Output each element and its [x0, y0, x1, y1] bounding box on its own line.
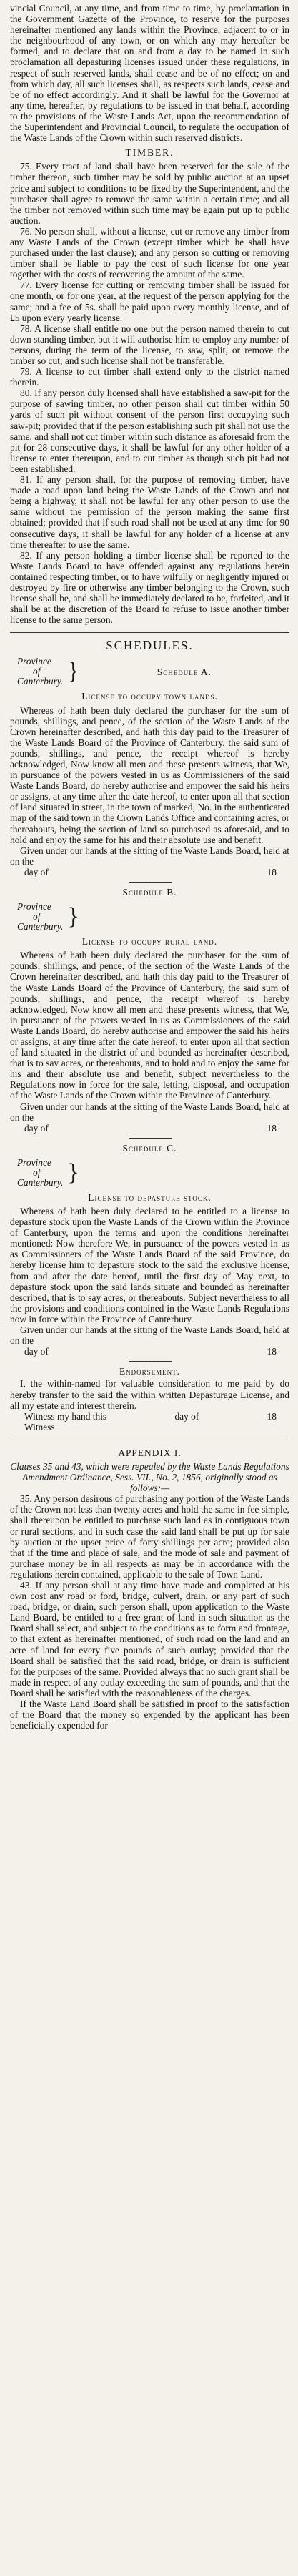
province-line: Canterbury.	[17, 676, 64, 687]
endorsement-title: Endorsement.	[119, 1366, 181, 1377]
date-label: day of	[24, 1122, 49, 1134]
timber-heading: TIMBER.	[125, 147, 174, 159]
schedule-given: Given under our hands at the sitting of the Waste Lands Board, held at on the	[10, 1101, 289, 1123]
witness-year: 18	[267, 1410, 277, 1422]
date-row	[10, 867, 289, 877]
appendix-clause-43: 43. If any person shall at any time have made and completed at his own cost any road or ford, bridge, culvert, drain, or any part of such road, bridge, or drain, such person shall, upon application to the Waste Land Board, be entitled to a free grant of land in such situation as the Board shall select, and subject to the conditions as to form and frontage, to that extent as hereinafter mentioned, of such road on the land and an acre of land for every five pounds of such outlay; provided that the Board shall be satisfied that the said road, bridge, or drain is sufficient for the purposes of the same. Provided always that no such grant shall be made in respect of any outlay exceeding the sum of pounds, and that the Board shall be satisfied with the reasonableness of the charges.	[10, 1580, 289, 1699]
schedule-subtitle: License to occupy town lands.	[81, 691, 218, 702]
province-line: of	[33, 666, 41, 677]
province-line: Province	[17, 656, 51, 667]
divider	[129, 882, 172, 883]
province-line: of	[33, 1166, 41, 1178]
brace-icon: }	[67, 658, 79, 685]
brace-icon: }	[67, 1159, 79, 1186]
appendix-title: APPENDIX I.	[118, 1447, 182, 1458]
date-row	[10, 1123, 289, 1134]
clause-80: 80. If any person duly licensed shall have established a saw-pit for the purpose of sawing timber, no other person shall cut timber within 50 yards of such pit without consent of the person first occupying such saw-pit; provided that if the person establishing such pit shall not use the same, and shall not cut timber within such distance as aforesaid from the pit for 28 consecutive days, it shall be lawful for any other holder of a license to enter thereupon, and to cut timber as though such pit had not been established.	[10, 388, 289, 474]
province-block	[17, 657, 289, 687]
schedules-heading: SCHEDULES.	[106, 639, 194, 653]
province-block	[17, 902, 289, 932]
appendix-clause-35: 35. Any person desirous of purchasing any portion of the Waste Lands of the Crown not less than twenty acres and hold the same in fee simple, shall thereupon be entitled to purchase such land as in contiguous town or rural sections, and in such case the said land shall be put up for sale by auction at the upset price of forty shillings per acre; provided also that if the time and place of sale, and the mode of sale and payment of purchase money be in all respects as may be in accordance with the regulations herein contained, applicable to the sale of Town Land.	[10, 1493, 289, 1580]
year-label: 18	[267, 1346, 277, 1357]
date-label: day of	[24, 866, 49, 877]
schedule-title: Schedule A.	[157, 666, 212, 677]
schedule-title: Schedule B.	[122, 887, 177, 898]
province-line: of	[33, 911, 41, 923]
schedule-b	[10, 887, 289, 1134]
schedule-given: Given under our hands at the sitting of the Waste Lands Board, held at on the	[10, 845, 289, 867]
witness-day: day of	[174, 1410, 199, 1422]
schedule-given: Given under our hands at the sitting of the Waste Lands Board, held at on the	[10, 1324, 289, 1347]
appendix	[10, 1447, 289, 1731]
witness-text: Witness my hand this	[24, 1410, 107, 1422]
endorsement	[10, 1366, 289, 1432]
witness-label: Witness	[24, 1421, 55, 1432]
province-block	[17, 1158, 289, 1188]
divider	[129, 1361, 172, 1362]
appendix-subtitle: Clauses 35 and 43, which were repealed by the Waste Lands Regulations Amendment Ordinance, Sess. VII., No. 2, 1856, originally stood as follows:—	[10, 1460, 289, 1494]
intro-paragraph: vincial Council, at any time, and from time to time, by proclamation in the Government Gazette of the Province, to reserve for the purposes hereinafter mentioned any lands within the Province, adjacent to or in the neighbourhood of any town, or on which any may hereafter be formed, and to declare that on and from a day to be named in such proclamation all depasturing licenses issued under these regulations, in respect of such reserved lands, shall cease and be of no effect; on and from which day, all such licenses shall, as respects such lands, cease and be of no effect accordingly. And it shall be lawful for the Governor at any time, hereafter, by regulations to be issued in that behalf, according to the provisions of the Waste Lands Act, upon the recommendation of the Superintendent and Provincial Council, to regulate the occupation of the Waste Lands of the Crown within such reserved districts.	[10, 3, 289, 144]
clause-77: 77. Every license for cutting or removing timber shall be issued for one month, or for one year, at the request of the person applying for the same; and a fee of 5s. shall be paid upon every monthly license, and of £5 upon every yearly license.	[10, 280, 289, 323]
clause-81: 81. If any person shall, for the purpose of removing timber, have made a road upon land being the Waste Lands of the Crown and not being a highway, it shall not be lawful for any other person to use the same without the permission of the person making the same first obtained; provided that if such road shall not be used at any time for 90 consecutive days, it shall be lawful for any holder of a license at any time thereafter to use the same.	[10, 474, 289, 550]
clause-82: 82. If any person holding a timber license shall be reported to the Waste Lands Board to have offended against any regulations herein contained respecting timber, or to have wilfully or negligently injured or destroyed by fire or otherwise any timber belonging to the Crown, such license shall be, and shall be immediately declared to be, forfeited, and it shall be at the discretion of the Board to refuse to issue another timber license to the same person.	[10, 549, 289, 626]
schedule-a	[10, 657, 289, 877]
divider	[10, 632, 289, 633]
schedule-body: Whereas of hath been duly declared the purchaser for the sum of pounds, shillings, and pence, of the section of the Waste Lands of the Crown hereinafter described, and hath this day paid to the Treasurer of the Waste Lands Board of the Province of Canterbury, the said sum of pounds, shillings, and pence, the receipt whereof is hereby acknowledged, Now know all men and these presents witness, that We, in pursuance of the powers vested in us as Commissioners of the said Waste Lands Board, do hereby authorise and empower the said his heirs or assigns, at any time after the date hereof, to enter upon all that section of land situated in the district of and bounded as hereinafter described, that is to say acres, or thereabouts, and to hold and to enjoy the same for his and their absolute use and benefit, subject nevertheless to the Regulations now in force for the sale, letting, disposal, and occupation of the Waste Lands of the Crown within the Province of Canterbury.	[10, 950, 289, 1101]
timber-clauses	[10, 161, 289, 625]
divider	[129, 1138, 172, 1139]
clause-78: 78. A license shall entitle no one but the person named therein to cut down standing timber, but it will authorise him to employ any number of persons, during the term of the license, to saw, split, or remove the timber so cut; and such license shall not be transferable.	[10, 323, 289, 366]
endorsement-body: I, the within-named for valuable consideration to me paid by do hereby transfer to the said the within written Depasturage License, and all my estate and interest therein.	[10, 1378, 289, 1411]
province-line: Province	[17, 1156, 51, 1168]
year-label: 18	[267, 1122, 277, 1134]
province-line: Canterbury.	[17, 1176, 64, 1188]
clause-79: 79. A license to cut timber shall extend only to the district named therein.	[10, 366, 289, 388]
clause-75: 75. Every tract of land shall have been reserved for the sale of the timber thereon, such timber may be sold by public auction at an upset price and subject to conditions to be fixed by the Superintendent, and the purchaser shall agree to remove the same within a certain time; and all the timber not removed within such time may be again put up to public auction.	[10, 161, 289, 226]
date-label: day of	[24, 1346, 49, 1357]
schedule-subtitle: License to depasture stock.	[88, 1191, 212, 1203]
province-line: Province	[17, 901, 51, 913]
schedule-subtitle: License to occupy rural land.	[81, 936, 218, 948]
schedule-c	[10, 1143, 289, 1357]
date-row	[10, 1346, 289, 1357]
schedule-body: Whereas of hath been duly declared the purchaser for the sum of pounds, shillings, and pence, of the section of the Waste Lands of the Crown hereinafter described, and hath this day paid to the Treasurer of the Waste Lands Board of the Province of Canterbury, the said sum of pounds, shillings, and pence, the receipt whereof is hereby acknowledged, Now know all men and these presents witness, that We, in pursuance of the powers vested in us as Commissioners of the said Waste Lands Board, do hereby authorise and empower the said his heirs or assigns, at any time after the date hereof, to enter upon all that section of land situated in street, in the town of marked, No. in the authenticated map of the said town in the Crown Lands Office and containing acres, or thereabouts, being the section of land so purchased as aforesaid, and to hold and enjoy the same for his and their absolute use and benefit.	[10, 704, 289, 845]
appendix-closing: If the Waste Land Board shall be satisfied in proof to the satisfaction of the Board that the money so expended by the applicant has been beneficially expended for	[10, 1699, 289, 1731]
schedule-body: Whereas of hath been duly declared to be entitled to a license to depasture stock upon the Waste Lands of the Crown within the Province of Canterbury, upon the terms and upon the conditions hereinafter mentioned: Now therefore We, in pursuance of the powers vested in us as Commissioners of the Waste Lands Board of the said Province, do hereby license him to depasture stock to the said the exclusive license, from and after the date hereof, until the first day of May next, to depasture stock upon the said lands situate and bounded as hereinafter described, that is to say acres, or thereabouts. Subject nevertheless to all the provisions and conditions contained in the Waste Lands Regulations now in force within the Province of Canterbury.	[10, 1206, 289, 1324]
province-line: Canterbury.	[17, 921, 64, 933]
brace-icon: }	[67, 903, 79, 930]
schedule-title: Schedule C.	[122, 1142, 177, 1154]
clause-76: 76. No person shall, without a license, cut or remove any timber from any Waste Lands of the Crown (except timber which he shall have purchased under the last clause); and any person so cutting or removing timber shall be liable to pay the cost of such license for one year together with the costs of recovering the amount of the same.	[10, 225, 289, 280]
year-label: 18	[267, 866, 277, 877]
witness-row	[10, 1411, 289, 1422]
